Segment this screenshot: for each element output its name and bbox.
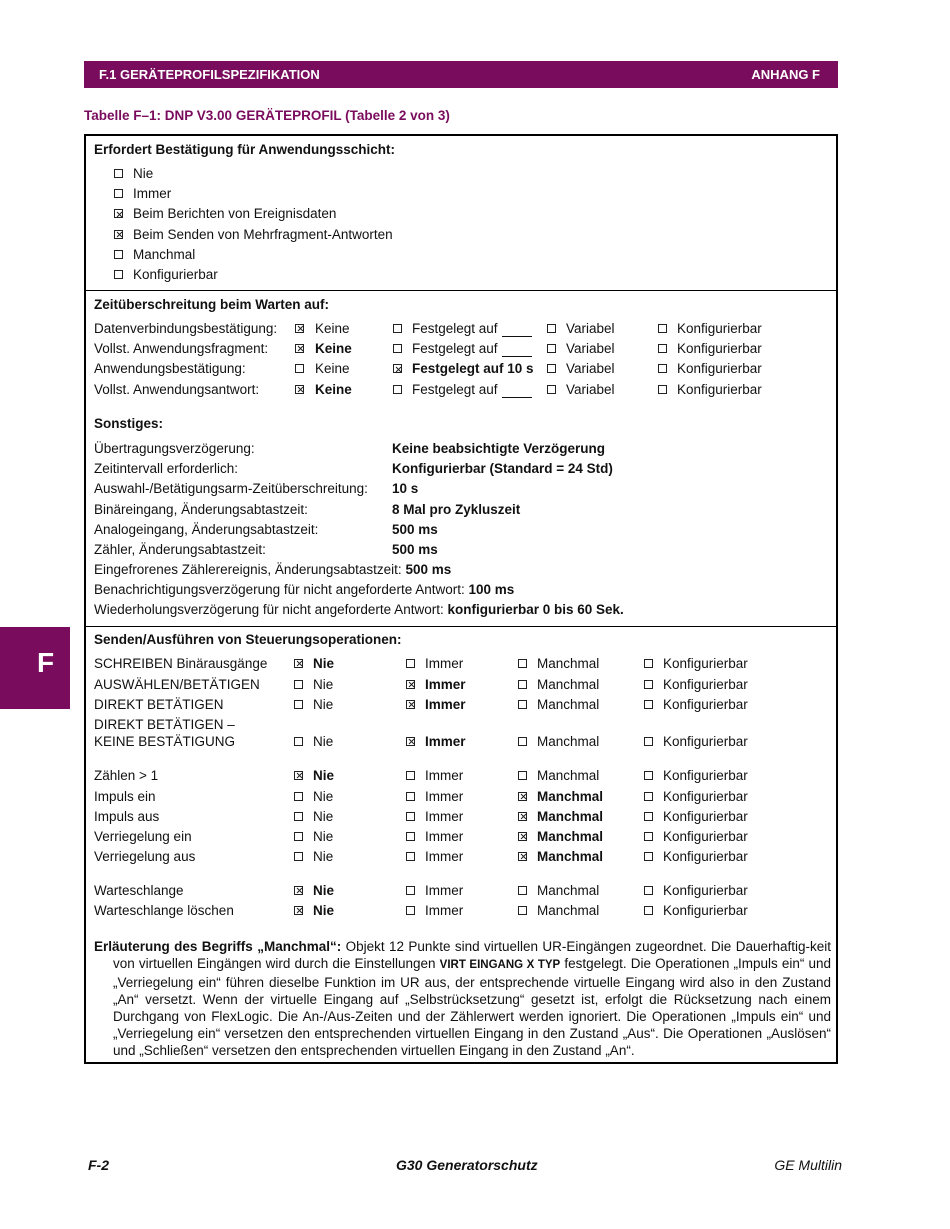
timeout-section-title: Zeitüberschreitung beim Warten auf:: [94, 297, 330, 312]
control-row-label: AUSWÄHLEN/BETÄTIGEN: [94, 677, 260, 692]
control-option-manchmal: Manchmal: [537, 829, 604, 844]
misc-inline-label: Eingefrorenes Zählerereignis, Änderungsabtastzeit: 500 ms: [94, 562, 452, 577]
control-option-nie: Nie: [313, 903, 335, 918]
table-caption: Tabelle F–1: DNP V3.00 GERÄTEPROFIL (Tabelle 2 von 3): [84, 108, 450, 123]
checkbox-timeout-variable[interactable]: [547, 344, 556, 353]
checkbox-control-manchmal[interactable]: [518, 771, 527, 780]
control-option-konfigurierbar: Konfigurierbar: [663, 809, 748, 824]
checkbox-control-manchmal[interactable]: [518, 659, 527, 668]
timeout-option-none: Keine: [315, 321, 350, 336]
checkbox-timeout-fixed[interactable]: [393, 385, 402, 394]
checkbox-control-konfigurierbar[interactable]: [644, 812, 653, 821]
fixed-value-blank: [502, 344, 532, 357]
misc-row-value: 10 s: [392, 481, 419, 497]
misc-inline-value: 100 ms: [468, 582, 515, 598]
appendix-side-tab: F: [0, 627, 70, 709]
checkbox-timeout-none[interactable]: [295, 364, 304, 373]
control-row-label-line2: KEINE BESTÄTIGUNG: [94, 734, 236, 749]
control-option-konfigurierbar: Konfigurierbar: [663, 656, 748, 671]
checkbox-timeout-none[interactable]: [295, 324, 304, 333]
footer-brand: GE Multilin: [774, 1157, 842, 1173]
control-option-nie: Nie: [313, 697, 334, 712]
control-option-immer: Immer: [425, 829, 464, 844]
control-row-label: Zählen > 1: [94, 768, 159, 783]
control-row-label: SCHREIBEN Binärausgänge: [94, 656, 268, 671]
checkbox-timeout-variable[interactable]: [547, 364, 556, 373]
checkbox-control-immer[interactable]: [406, 886, 415, 895]
checkbox-confirm-5[interactable]: [114, 270, 123, 279]
misc-row-label: Zeitintervall erforderlich:: [94, 461, 239, 477]
timeout-option-fixed: Festgelegt auf: [412, 341, 532, 357]
control-option-nie: Nie: [313, 656, 335, 671]
control-option-nie: Nie: [313, 849, 334, 864]
checkbox-control-nie[interactable]: [294, 906, 303, 915]
misc-row-label: Auswahl-/Betätigungsarm-Zeitüberschreitung:: [94, 481, 368, 497]
control-option-manchmal: Manchmal: [537, 809, 604, 824]
control-option-manchmal: Manchmal: [537, 734, 600, 749]
section-header-bar: [84, 61, 838, 88]
timeout-option-fixed: Festgelegt auf 10 s: [412, 361, 534, 377]
checkbox-control-manchmal[interactable]: [518, 812, 527, 821]
misc-row-value: Keine beabsichtigte Verzögerung: [392, 441, 606, 456]
control-option-nie: Nie: [313, 734, 334, 749]
timeout-row-label: Datenverbindungsbestätigung:: [94, 321, 278, 336]
checkbox-control-immer[interactable]: [406, 659, 415, 668]
footer-page-number: F-2: [88, 1157, 109, 1173]
note-lead: Erläuterung des Begriffs „Manchmal“:: [94, 939, 342, 954]
checkbox-control-immer[interactable]: [406, 737, 415, 746]
confirm-option-label: Konfigurierbar: [133, 267, 218, 282]
checkbox-confirm-2[interactable]: [114, 209, 123, 218]
timeout-option-configurable: Konfigurierbar: [677, 381, 762, 397]
checkbox-control-immer[interactable]: [406, 771, 415, 780]
timeout-row-label: Anwendungsbestätigung:: [94, 361, 246, 377]
control-option-manchmal: Manchmal: [537, 883, 600, 898]
control-option-immer: Immer: [425, 903, 464, 918]
checkbox-control-nie[interactable]: [294, 852, 303, 861]
misc-row-label: Zähler, Änderungsabtastzeit:: [94, 542, 266, 557]
footer-product: G30 Generatorschutz: [396, 1157, 538, 1173]
control-option-nie: Nie: [313, 829, 334, 844]
checkbox-timeout-none[interactable]: [295, 344, 304, 353]
control-option-immer: Immer: [425, 809, 464, 824]
checkbox-timeout-fixed[interactable]: [393, 364, 402, 373]
checkbox-timeout-configurable[interactable]: [658, 344, 667, 353]
control-row-label: Warteschlange: [94, 883, 184, 898]
timeout-option-none: Keine: [315, 341, 352, 357]
confirm-option-label: Nie: [133, 166, 154, 181]
note-text-1: Objekt 12 Punkte sind virtuellen UR-Eingängen zugeordnet. Die Dauerhaftig-keit von virtuellen Eingängen wird durch die Einstellungen: [113, 939, 831, 971]
checkbox-control-immer[interactable]: [406, 812, 415, 821]
control-row-label: Warteschlange löschen: [94, 903, 234, 918]
device-profile-table: [84, 134, 838, 1064]
control-option-konfigurierbar: Konfigurierbar: [663, 883, 748, 898]
control-row-label: Verriegelung ein: [94, 829, 192, 844]
misc-row-label: Analogeingang, Änderungsabtastzeit:: [94, 521, 319, 537]
confirm-option-label: Manchmal: [133, 246, 196, 262]
control-option-manchmal: Manchmal: [537, 677, 600, 692]
control-option-konfigurierbar: Konfigurierbar: [663, 768, 748, 783]
checkbox-control-manchmal[interactable]: [518, 737, 527, 746]
control-option-manchmal: Manchmal: [537, 903, 600, 918]
confirm-option-label: Beim Senden von Mehrfragment-Antworten: [133, 226, 393, 242]
checkbox-timeout-configurable[interactable]: [658, 324, 667, 333]
checkbox-control-konfigurierbar[interactable]: [644, 906, 653, 915]
control-option-konfigurierbar: Konfigurierbar: [663, 677, 748, 692]
misc-row-label: Übertragungsverzögerung:: [94, 441, 255, 456]
checkbox-control-immer[interactable]: [406, 852, 415, 861]
checkbox-confirm-0[interactable]: [114, 169, 123, 178]
checkbox-control-konfigurierbar[interactable]: [644, 832, 653, 841]
control-option-immer: Immer: [425, 789, 464, 804]
checkbox-control-nie[interactable]: [294, 737, 303, 746]
checkbox-control-manchmal[interactable]: [518, 832, 527, 841]
checkbox-control-immer[interactable]: [406, 700, 415, 709]
timeout-option-variable: Variabel: [566, 381, 615, 397]
appendix-label: ANHANG F: [751, 67, 820, 82]
checkbox-control-nie[interactable]: [294, 812, 303, 821]
confirm-option-label: Immer: [133, 186, 172, 202]
control-option-nie: Nie: [313, 789, 334, 804]
control-option-konfigurierbar: Konfigurierbar: [663, 829, 748, 844]
checkbox-control-immer[interactable]: [406, 832, 415, 841]
checkbox-timeout-variable[interactable]: [547, 324, 556, 333]
checkbox-confirm-4[interactable]: [114, 250, 123, 259]
checkbox-control-konfigurierbar[interactable]: [644, 700, 653, 709]
note-setting-name: VIRT EINGANG X TYP: [439, 959, 561, 971]
timeout-option-variable: Variabel: [566, 361, 615, 377]
fixed-value-blank: [502, 385, 532, 398]
fixed-value-blank: [502, 324, 532, 337]
timeout-option-fixed: Festgelegt auf: [412, 382, 532, 398]
checkbox-control-manchmal[interactable]: [518, 680, 527, 689]
confirm-option-label: Beim Berichten von Ereignisdaten: [133, 206, 337, 222]
note-text-2: festgelegt. Die Operationen „Impuls ein“ und „Verriegelung ein“ führen dieselbe Funktion im UR aus, der entsprechende virtuelle Eingang wird also in den Zustand „An“ versetzt. Wenn der virtuelle Eingang auf „Selbstrücksetzung“ gesetzt ist, erfolgt die Rücksetzung nach einem Durchgang von FlexLogic. Die An-/Aus-Zeiten und der Zählerwert werden ignoriert. Die Operationen „Impuls ein“ und „Verriegelung ein“ versetzen den entsprechenden virtuellen Eingang in den Zustand „Aus“. Die Operationen „Auslösen“ und „Schließen“ versetzen den entsprechenden virtuellen Eingang in den Zustand „An“.: [113, 956, 831, 1058]
control-option-manchmal: Manchmal: [537, 768, 600, 783]
misc-inline-label: Benachrichtigungsverzögerung für nicht angeforderte Antwort: 100 ms: [94, 582, 515, 598]
control-option-immer: Immer: [425, 697, 466, 712]
control-option-manchmal: Manchmal: [537, 789, 604, 804]
control-option-konfigurierbar: Konfigurierbar: [663, 789, 748, 804]
manchmal-explanation: [94, 938, 831, 1059]
control-option-konfigurierbar: Konfigurierbar: [663, 697, 748, 712]
timeout-option-variable: Variabel: [566, 341, 615, 357]
control-row-label: DIREKT BETÄTIGEN –: [94, 717, 235, 732]
checkbox-control-manchmal[interactable]: [518, 792, 527, 801]
control-row-label: Verriegelung aus: [94, 849, 196, 864]
misc-row-value: 500 ms: [392, 542, 438, 557]
section-divider: [86, 290, 836, 291]
timeout-option-configurable: Konfigurierbar: [677, 321, 762, 336]
checkbox-timeout-fixed[interactable]: [393, 324, 402, 333]
control-row-label: Impuls aus: [94, 809, 160, 824]
misc-row-value: Konfigurierbar (Standard = 24 Std): [392, 461, 613, 477]
control-option-manchmal: Manchmal: [537, 849, 604, 864]
checkbox-control-immer[interactable]: [406, 680, 415, 689]
checkbox-control-manchmal[interactable]: [518, 700, 527, 709]
misc-section-title: Sonstiges:: [94, 416, 164, 431]
checkbox-control-manchmal[interactable]: [518, 906, 527, 915]
misc-inline-label: Wiederholungsverzögerung für nicht angeforderte Antwort: konfigurierbar 0 bis 60 Sek.: [94, 602, 624, 618]
checkbox-control-nie[interactable]: [294, 700, 303, 709]
control-section-title: Senden/Ausführen von Steuerungsoperationen:: [94, 632, 402, 647]
control-row-label: DIREKT BETÄTIGEN: [94, 697, 224, 712]
checkbox-timeout-configurable[interactable]: [658, 385, 667, 394]
misc-row-value: 500 ms: [392, 521, 438, 537]
checkbox-control-konfigurierbar[interactable]: [644, 771, 653, 780]
confirm-section-title: Erfordert Bestätigung für Anwendungsschicht:: [94, 142, 396, 157]
checkbox-control-nie[interactable]: [294, 886, 303, 895]
checkbox-timeout-variable[interactable]: [547, 385, 556, 394]
misc-inline-value: 500 ms: [405, 562, 452, 577]
control-option-immer: Immer: [425, 734, 466, 749]
checkbox-control-nie[interactable]: [294, 792, 303, 801]
control-option-nie: Nie: [313, 809, 334, 824]
checkbox-control-nie[interactable]: [294, 832, 303, 841]
misc-inline-value: konfigurierbar 0 bis 60 Sek.: [447, 602, 624, 618]
control-row-label: Impuls ein: [94, 789, 156, 804]
control-option-nie: Nie: [313, 883, 335, 898]
checkbox-timeout-none[interactable]: [295, 385, 304, 394]
timeout-option-variable: Variabel: [566, 321, 615, 336]
control-option-manchmal: Manchmal: [537, 656, 600, 671]
control-option-immer: Immer: [425, 883, 464, 898]
control-option-immer: Immer: [425, 677, 466, 692]
checkbox-confirm-3[interactable]: [114, 230, 123, 239]
checkbox-timeout-configurable[interactable]: [658, 364, 667, 373]
control-option-nie: Nie: [313, 768, 335, 783]
checkbox-confirm-1[interactable]: [114, 189, 123, 198]
misc-row-label: Binäreingang, Änderungsabtastzeit:: [94, 501, 308, 517]
control-option-konfigurierbar: Konfigurierbar: [663, 734, 748, 749]
checkbox-control-manchmal[interactable]: [518, 886, 527, 895]
section-divider: [86, 626, 836, 627]
control-option-immer: Immer: [425, 656, 464, 671]
control-option-manchmal: Manchmal: [537, 697, 600, 712]
checkbox-control-konfigurierbar[interactable]: [644, 886, 653, 895]
timeout-option-none: Keine: [315, 381, 352, 397]
checkbox-timeout-fixed[interactable]: [393, 344, 402, 353]
timeout-option-configurable: Konfigurierbar: [677, 341, 762, 357]
timeout-row-label: Vollst. Anwendungsfragment:: [94, 341, 269, 357]
control-option-immer: Immer: [425, 849, 464, 864]
checkbox-control-immer[interactable]: [406, 792, 415, 801]
checkbox-control-manchmal[interactable]: [518, 852, 527, 861]
control-option-nie: Nie: [313, 677, 334, 692]
control-option-konfigurierbar: Konfigurierbar: [663, 903, 748, 918]
section-title: F.1 GERÄTEPROFILSPEZIFIKATION: [99, 67, 320, 82]
checkbox-control-nie[interactable]: [294, 771, 303, 780]
checkbox-control-nie[interactable]: [294, 659, 303, 668]
checkbox-control-konfigurierbar[interactable]: [644, 852, 653, 861]
checkbox-control-konfigurierbar[interactable]: [644, 659, 653, 668]
timeout-option-configurable: Konfigurierbar: [677, 361, 762, 377]
checkbox-control-konfigurierbar[interactable]: [644, 680, 653, 689]
timeout-row-label: Vollst. Anwendungsantwort:: [94, 381, 260, 397]
checkbox-control-immer[interactable]: [406, 906, 415, 915]
misc-row-value: 8 Mal pro Zykluszeit: [392, 501, 521, 517]
timeout-option-none: Keine: [315, 361, 350, 377]
control-option-immer: Immer: [425, 768, 464, 783]
checkbox-control-nie[interactable]: [294, 680, 303, 689]
checkbox-control-konfigurierbar[interactable]: [644, 792, 653, 801]
checkbox-control-konfigurierbar[interactable]: [644, 737, 653, 746]
control-option-konfigurierbar: Konfigurierbar: [663, 849, 748, 864]
timeout-option-fixed: Festgelegt auf: [412, 321, 532, 337]
